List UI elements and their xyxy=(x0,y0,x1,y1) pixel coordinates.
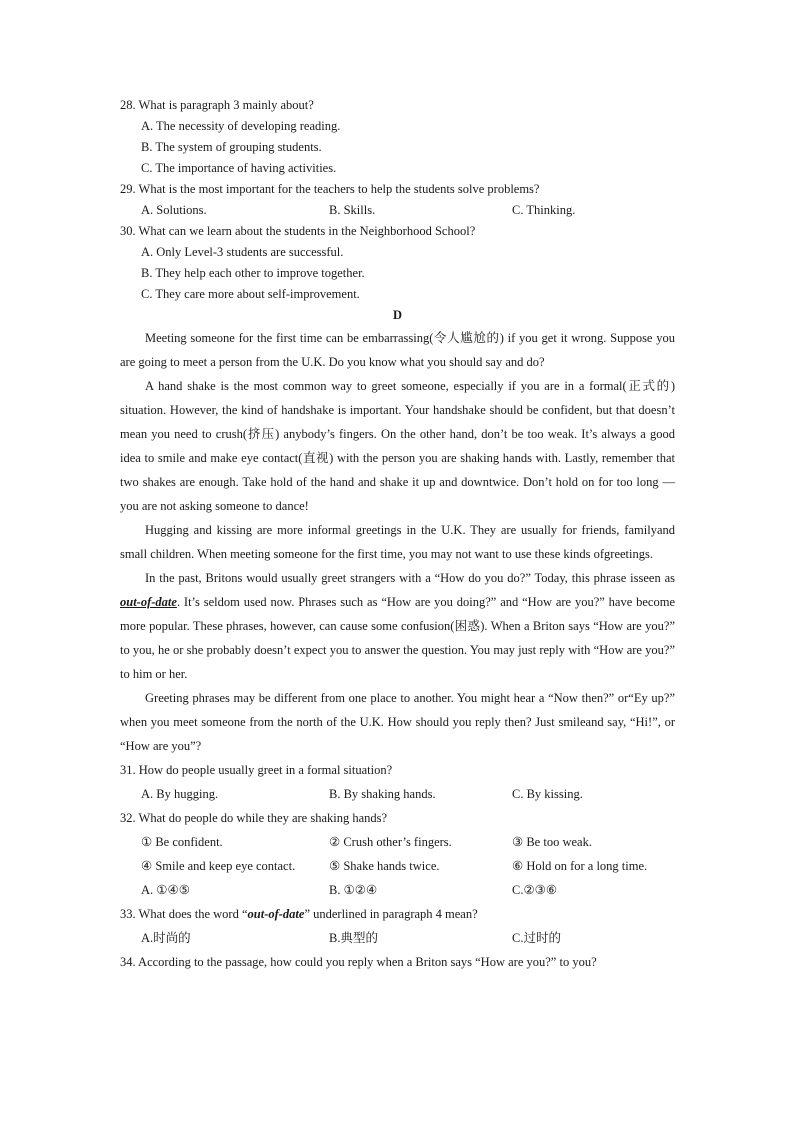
question-32-choice-3: ③ Be too weak. xyxy=(512,835,592,849)
question-32-option-b: B. ①②④ xyxy=(329,883,378,897)
question-32-stem: 32. What do people do while they are shaking hands? xyxy=(120,811,388,825)
question-32-options xyxy=(120,878,675,902)
question-33-stem-part-2: ” underlined in paragraph 4 mean? xyxy=(304,907,478,921)
question-32-choice-5: ⑤ Shake hands twice. xyxy=(329,859,440,873)
question-28-option-a: A. The necessity of developing reading. xyxy=(141,119,341,133)
paragraph-4-part-2: . It’s seldom used now. Phrases such as “How are you doing?” and “How are you?” have become more popular. These phrases, however, can cause some confusion(困惑). When a Briton says “How are you?” to you, he or she probably doesn’t expect you to answer the question. You may just reply with “How are you?” to him or her. xyxy=(120,595,675,681)
question-33-target-word: out-of-date xyxy=(247,907,305,921)
question-32-choice-6: ⑥ Hold on for a long time. xyxy=(512,859,648,873)
underlined-word: out-of-date xyxy=(120,595,177,609)
question-29-option-c: C. Thinking. xyxy=(512,203,576,217)
passage-paragraph-5: Greeting phrases may be different from one place to another. You might hear a “Now then?” or“Ey up?” when you meet someone from the north of the U.K. How should you reply then? Just smileand say, “Hi!”, or “How are you”? xyxy=(120,691,675,753)
passage-paragraph-4 xyxy=(120,566,675,686)
question-33-option-b: B.典型的 xyxy=(329,931,378,945)
question-34-stem: 34. According to the passage, how could you reply when a Briton says “How are you?” to you? xyxy=(120,955,597,969)
question-30-option-b: B. They help each other to improve together. xyxy=(141,266,365,280)
question-31-option-a: A. By hugging. xyxy=(141,787,219,801)
question-31-stem: 31. How do people usually greet in a formal situation? xyxy=(120,763,393,777)
question-31-option-c: C. By kissing. xyxy=(512,787,583,801)
question-32-choice-4: ④ Smile and keep eye contact. xyxy=(141,859,296,873)
question-32-choices-row-1 xyxy=(120,830,675,854)
question-31-option-b: B. By shaking hands. xyxy=(329,787,436,801)
question-33-option-a: A.时尚的 xyxy=(141,931,191,945)
question-30-stem: 30. What can we learn about the students in the Neighborhood School? xyxy=(120,224,476,238)
question-29-stem: 29. What is the most important for the teachers to help the students solve problems? xyxy=(120,182,540,196)
question-30-option-a: A. Only Level-3 students are successful. xyxy=(141,245,344,259)
question-29-option-b: B. Skills. xyxy=(329,203,376,217)
passage-paragraph-2: A hand shake is the most common way to greet someone, especially if you are in a formal(正式的) situation. However, the kind of handshake is important. Your handshake should be confident, but that doesn’t mean you need to crush(挤压) anybody’s fingers. On the other hand, don’t be too weak. It’s always a good idea to smile and make eye contact(直视) with the person you are shaking hands with. Lastly, remember that two shakes are enough. Take hold of the hand and shake it up and downtwice. Don’t hold on for too long — you are not asking someone to dance! xyxy=(120,379,675,513)
paragraph-4-part-1: In the past, Britons would usually greet strangers with a “How do you do?” Today, this phrase isseen as xyxy=(145,571,675,585)
question-33-option-c: C.过时的 xyxy=(512,931,561,945)
question-28-option-c: C. The importance of having activities. xyxy=(141,161,337,175)
question-32-option-c: C.②③⑥ xyxy=(512,883,558,897)
question-31-options xyxy=(120,782,675,806)
passage-paragraph-1: Meeting someone for the first time can be embarrassing(令人尴尬的) if you get it wrong. Suppose you are going to meet a person from the U.K. Do you know what you should say and do? xyxy=(120,331,675,369)
question-32-choices-row-2 xyxy=(120,854,675,878)
question-33-stem xyxy=(120,902,675,926)
exam-page xyxy=(120,95,675,974)
question-32-choice-2: ② Crush other’s fingers. xyxy=(329,835,452,849)
section-heading: D xyxy=(392,308,403,322)
question-29-option-a: A. Solutions. xyxy=(141,203,207,217)
question-33-stem-part-1: 33. What does the word “ xyxy=(120,907,248,921)
question-30-option-c: C. They care more about self-improvement. xyxy=(141,287,360,301)
question-29-options xyxy=(120,200,675,221)
question-28-option-b: B. The system of grouping students. xyxy=(141,140,322,154)
question-32-option-a: A. ①④⑤ xyxy=(141,883,190,897)
question-33-options xyxy=(120,926,675,950)
passage-paragraph-3: Hugging and kissing are more informal greetings in the U.K. They are usually for friends, familyand small children. When meeting someone for the first time, you may not want to use these kinds ofgreetings. xyxy=(120,523,675,561)
question-28-stem: 28. What is paragraph 3 mainly about? xyxy=(120,98,314,112)
question-32-choice-1: ① Be confident. xyxy=(141,835,223,849)
